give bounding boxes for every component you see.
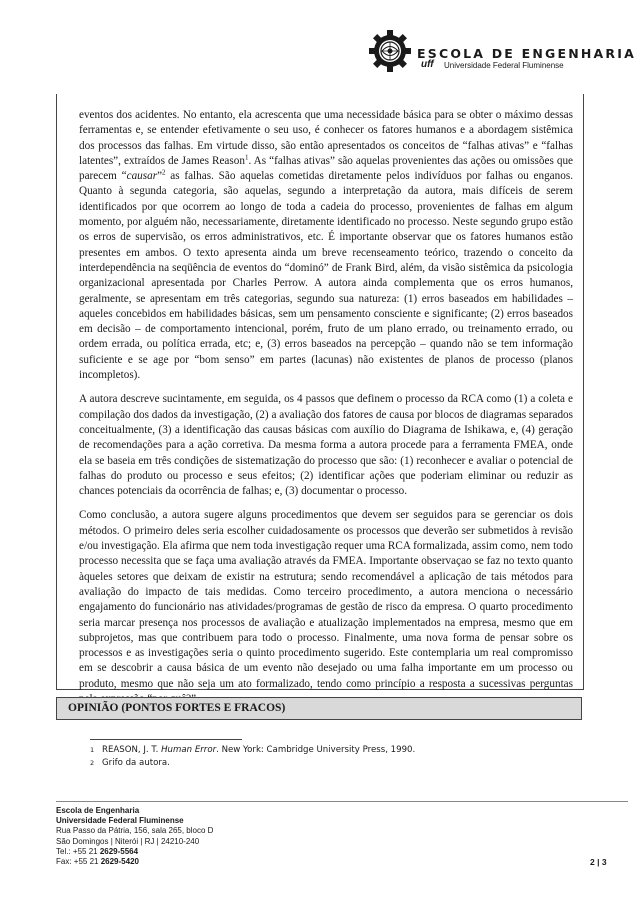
paragraph-text: Como conclusão, a autora sugere alguns procedimentos que devem ser seguidos para se gerenciar os dois métodos. O primeiro deles seria escolher cuidadosamente os processos que deverão ser submetidos à revisão e/ou investigação. Ela afirma que nem toda investigação requer uma RCA formalizada, assim como, nem todo processo necessita que se faça uma avaliação através da FMEA. Importante observaçao se faz no texto quanto àqueles setores que deixam de existir na estrutura; sendo recomendável a aplicação de tais métodos para avaliação do impacto de tais medidas. Como terceiro procedimento, a autora menciona o necessário engajamento do funcionário nas atividades/programas de gestão de risco da empresa. O quarto procedimento seria marcar presença nos processos de avaliação e atualização implementados na empresa, mesmo que em subprojetos, mas que contribuem para todo o processo. Finalmente, uma nova forma de pensar sobre os processos e as investigações seria o quinto procedimento sugerido. Este contemplaria um real compromisso em se descobrir a causa básica de um evento não desejado ou uma falha importante em um processo ou produto, mesmo que não seja um ato formalizado, tendo como princípio a resposta a sucessivas perguntas (79, 509, 573, 690)
page-footer (56, 806, 213, 867)
paragraph-text: as falhas. São aquelas cometidas diretamente pelos indivíduos por falhas ou enganos. Quanto à segunda categoria, são aquelas, segundo a interpretação da autora, mais difíceis de serem identificados por que ocorrem ao longo de toda a cadeia do processo, provenientes de falhas em algum momento, por alguém não, necessariamente, diretamente identificado no processo. Neste segundo grupo estão os erros de supervisão, os erros administrativos, etc. É importante observar que os fatores humanos estão presentes em ambos. O texto apresenta ainda um breve recenseamento teórico, trazendo o conceito da interdependência na seqüência de eventos do “dominó” de Frank Bird, além, da visão sistêmica da psicologia organizacional apresentada por Charles Perrow. A autora ainda complementa que os erros humanos, geralmente, se apresentam em três categorias, segundo sua natureza: (1) erros baseados em habilidades – aqueles concebidos em habilidades básicas, sem um pensamento consciente e significante; (2) erros baseados em decisão – de comportamento intencional, porém, fruto de um plano errado, ou treinamento errado, ou ordem errada, ou política errada, etc; e, (3) erros baseados na percepção – quando não se tem informação suficiente e se age por “bom senso” em partes (lacunas) não existentes de planos de processo (planos incompletos). (79, 170, 573, 382)
footnote (90, 757, 415, 770)
paragraph-text: causar (126, 170, 158, 183)
footer-tel (56, 847, 213, 857)
opinion-section-bar (56, 697, 582, 720)
footer-fax (56, 857, 213, 867)
footnote-marker: 2 (162, 168, 166, 177)
footer-rule (56, 801, 628, 802)
footnote (90, 744, 415, 757)
page-number: 2 | 3 (590, 857, 607, 867)
fax-number: 2629-5420 (100, 857, 139, 867)
footnote-marker: 1 (244, 153, 249, 162)
school-name: ESCOLA DE ENGENHARIA (417, 46, 636, 61)
footnote-text: Grifo da autora. (102, 758, 170, 768)
footer-school: Escola de Engenharia (56, 806, 140, 815)
footnotes (90, 744, 415, 770)
paragraph-text: ” (157, 170, 163, 183)
body-paragraph (79, 508, 573, 707)
footnote-text: . New York: Cambridge University Press, 1990. (216, 745, 416, 755)
uff-logo: uff (421, 59, 434, 70)
summary-body (79, 108, 573, 716)
footer-university: Universidade Federal Fluminense (56, 816, 184, 826)
university-name: Universidade Federal Fluminense (444, 61, 564, 70)
footnote-number: 1 (90, 746, 95, 754)
footer-city: São Domingos | Niterói | RJ | 24210-240 (56, 836, 200, 846)
tel-number: 2629-5564 (99, 846, 139, 856)
opinion-section-title: OPINIÃO (PONTOS FORTES E FRACOS) (68, 702, 286, 714)
footnote-separator (90, 739, 242, 740)
body-paragraph (79, 392, 573, 499)
paragraph-text: . As “falhas ativas” são aquelas provenientes das ações ou omissões que parecem “ (79, 154, 574, 183)
tel-label: Tel.: +55 21 (56, 846, 100, 856)
body-paragraph (79, 108, 573, 383)
paragraph-text: eventos dos acidentes. No entanto, ela acrescenta que uma necessidade básica para se obter o máximo dessas ferramentas e, se entender efetivamente o seu uso, é conhecer os fatores humanos e a abordagem sistêmica dos processos das falhas. Em virtude disso, são então apresentados os conceitos de “falhas ativas” e “falhas latentes”, extraídos de James Reason (79, 109, 573, 167)
fax-label: Fax: +55 21 (56, 857, 101, 867)
page-header (0, 0, 638, 90)
footnote-text: REASON, J. T. (102, 745, 162, 755)
footnote-title: Human Error (161, 745, 217, 755)
footnote-number: 2 (90, 759, 95, 767)
footer-address: Rua Passo da Pátria, 156, sala 265, bloco D (56, 826, 214, 836)
engineering-gear-logo-icon (367, 28, 413, 74)
paragraph-text: A autora descreve sucintamente, em seguida, os 4 passos que definem o processo da RCA como (1) a coleta e compilação dos dados da investigação, (2) a avaliação dos fatores de causa por blocos de diagramas separados conceitualmente, (3) a identificação das causas básicas com auxílio do Diagrama de Ishikawa, e, (4) geração de recomendações para a ação corretiva. Da mesma forma a autora procede para a ferramenta FMEA, onde ela se baseia em três condições de sistematização do processo que são: (1) reconhecer e avaliar o potencial de falhas do produto ou processo e seus efeitos; (2) identificar ações que poderiam eliminar ou reduzir as chances potenciais da ocorrência de falhas; e, (3) documentar o processo. (79, 393, 573, 498)
